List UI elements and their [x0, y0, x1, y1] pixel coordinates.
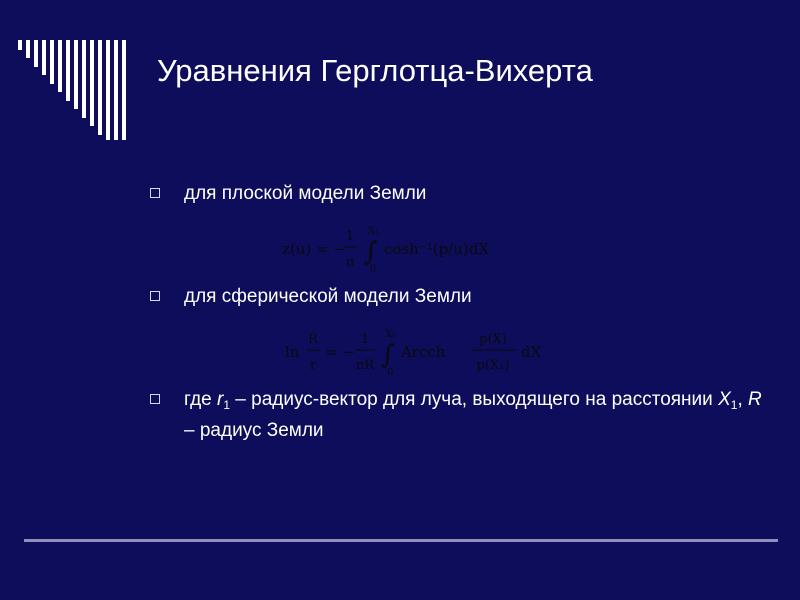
square-bullet-icon — [150, 188, 160, 198]
bullet-text: где $r_1$ – радиус-вектор для луча, выходящего на расстоянии $X_1$, R – радиус Земли — [184, 389, 762, 441]
formula-sph-tail: dX — [521, 343, 542, 361]
bullet-text: для сферической модели Земли — [184, 286, 472, 307]
svg-text:∫: ∫ — [364, 237, 378, 267]
decorative-stripes — [0, 0, 140, 140]
formula-sph-frac-num: 1 — [360, 332, 370, 347]
formula-sph-frac-den: πR — [355, 358, 375, 373]
formula-sph-lhs-den: r — [309, 358, 317, 373]
square-bullet-icon — [150, 291, 160, 301]
formula-sph-arc: Arcch — [401, 343, 446, 361]
formula-sph-eq: = − — [325, 343, 355, 361]
formula-sph-inner-num: p(X) — [479, 332, 507, 347]
square-bullet-icon — [150, 394, 160, 404]
formula-flat-lhs: z(u) = − — [282, 240, 346, 258]
formula-sph-lower-limit: 0 — [387, 367, 394, 377]
formula-flat-lower-limit: 0 — [370, 264, 377, 274]
svg-text:∫: ∫ — [381, 340, 395, 370]
formula-flat-upper-limit: X₁ — [368, 226, 380, 237]
slide-title: Уравнения Герглотца-Вихерта — [157, 53, 593, 88]
formula-sph-ln: ln — [285, 343, 300, 361]
formula-flat-model — [280, 222, 580, 274]
formula-sph-lhs-num: R — [308, 332, 318, 347]
bullet-text: для плоской модели Земли — [184, 183, 427, 204]
bottom-rule — [24, 539, 778, 542]
formula-sph-inner-den: p(X₁) — [476, 358, 510, 373]
formula-flat-frac-num: 1 — [345, 229, 355, 244]
formula-sph-upper-limit: X₁ — [385, 329, 397, 340]
formula-flat-integrand: cosh⁻¹(p/u)dX — [384, 240, 490, 258]
formula-flat-frac-den: π — [345, 255, 355, 270]
formula-spherical-model — [283, 325, 583, 377]
